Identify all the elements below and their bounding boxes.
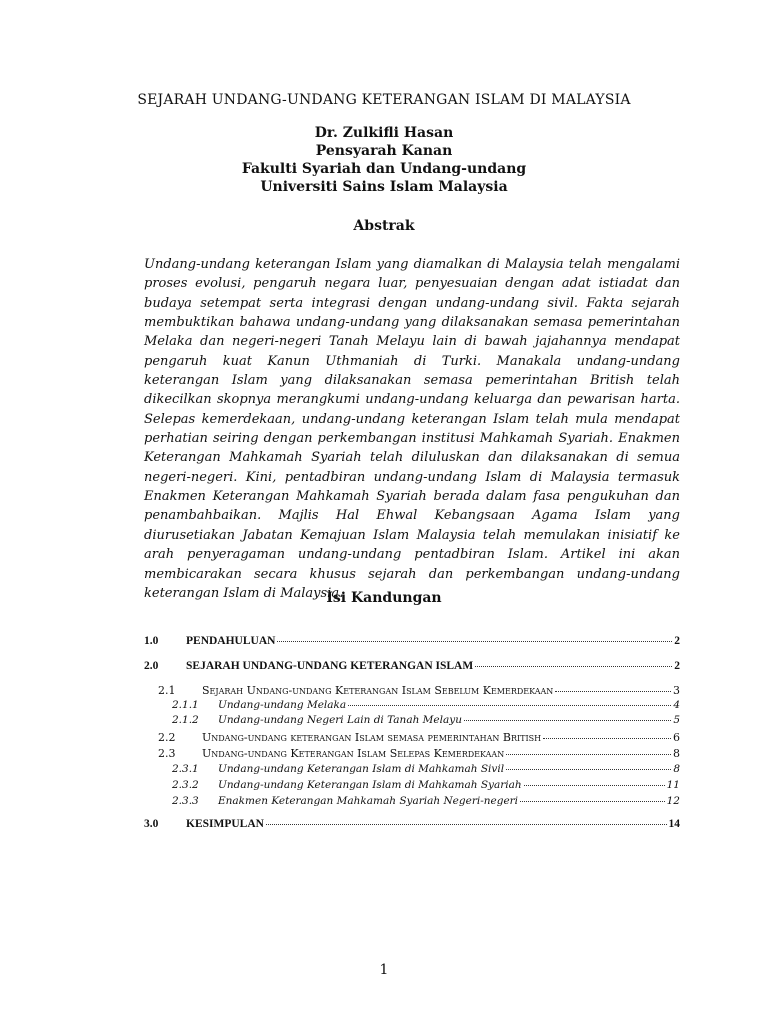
author-block	[0, 124, 768, 196]
toc-heading: Isi Kandungan	[326, 590, 442, 606]
toc-entry-page: 5	[673, 714, 680, 726]
document-title: SEJARAH UNDANG-UNDANG KETERANGAN ISLAM DI MALAYSIA	[137, 92, 631, 108]
abstract-heading: Abstrak	[353, 218, 415, 234]
page-number: 1	[379, 962, 389, 978]
toc-entry-label: Enakmen Keterangan Mahkamah Syariah Negeri-negeri	[218, 795, 519, 807]
toc-entry-label: Undang-undang Keterangan Islam di Mahkamah Sivil	[218, 763, 505, 775]
toc-entry[interactable]	[144, 660, 680, 672]
toc-entry-number: 2.1.2	[172, 714, 199, 726]
author-name: Dr. Zulkifli Hasan	[314, 125, 454, 141]
toc-entry[interactable]	[144, 714, 680, 726]
toc-entry[interactable]	[144, 635, 680, 647]
toc-entry[interactable]	[144, 699, 680, 711]
toc-entry-number: 2.3.2	[172, 779, 199, 791]
toc-entry-number: 2.1	[158, 684, 176, 697]
toc-entry-label: KESIMPULAN	[186, 818, 264, 830]
toc-entry-number: 2.3.1	[172, 763, 199, 775]
toc-entry-label: PENDAHULUAN	[186, 635, 276, 647]
toc-dot-leader	[277, 640, 672, 642]
toc-entry-number: 2.3	[158, 747, 176, 760]
toc-entry-page: 2	[674, 660, 680, 672]
author-university: Universiti Sains Islam Malaysia	[260, 179, 508, 195]
abstract-text: Undang-undang keterangan Islam yang diamalkan di Malaysia telah mengalami proses evolusi, pengaruh negara luar, penyesuaian dengan adat istiadat dan budaya setempat serta integrasi dengan undang-undang sivil. Fakta sejarah membuktikan bahawa undang-undang yang dilaksanakan semasa pemerintahan Melaka dan negeri-negeri Tanah Melayu lain di bawah jajahannya mendapat pengaruh kuat Kanun Uthmaniah di Turki. Manakala undang-undang keterangan Islam yang dilaksanakan semasa pemerintahan British telah dikecilkan skopnya merangkumi undang-undang keluarga dan pewarisan harta. Selepas kemerdekaan, undang-undang keterangan Islam telah mula mendapat perhatian seiring dengan perkembangan institusi Mahkamah Syariah. Enakmen Keterangan Mahkamah Syariah telah diluluskan dan dilaksanakan di semua negeri-negeri. Kini, pentadbiran undang-undang Islam di Malaysia termasuk Enakmen Keterangan Mahkamah Syariah berada dalam fasa pengukuhan dan penambahbaikan. Majlis Hal Ehwal Kebangsaan Agama Islam yang diurusetiakan Jabatan Kemajuan Islam Malaysia telah memulakan inisiatif ke arah penyeragaman undang-undang pentadbiran Islam. Artikel ini akan membicarakan secara khusus sejarah dan perkembangan undang-undang keterangan Islam di Malaysia.	[144, 257, 680, 601]
toc-dot-leader	[524, 784, 665, 786]
toc-entry[interactable]	[144, 818, 680, 830]
author-faculty: Fakulti Syariah dan Undang-undang	[241, 161, 527, 177]
toc-dot-leader	[555, 690, 671, 692]
toc-entry-page: 14	[668, 818, 680, 830]
toc-entry[interactable]	[144, 795, 680, 807]
toc-entry-page: 11	[666, 779, 680, 791]
toc-dot-leader	[506, 753, 671, 755]
toc-entry-page: 4	[673, 699, 680, 711]
toc-entry-page: 3	[673, 684, 680, 697]
toc-dot-leader	[520, 800, 665, 802]
toc-entry-label: Undang-undang Negeri Lain di Tanah Melayu	[218, 714, 462, 726]
toc-dot-leader	[348, 704, 671, 706]
toc-entry-page: 8	[673, 763, 680, 775]
toc-entry[interactable]	[144, 684, 680, 697]
toc-dot-leader	[506, 768, 671, 770]
toc-entry-page: 8	[673, 747, 680, 760]
toc-entry-number: 2.3.3	[172, 795, 199, 807]
toc-dot-leader	[266, 823, 667, 825]
toc-entry[interactable]	[144, 763, 680, 775]
toc-entry-number: 1.0	[144, 635, 159, 647]
toc-entry[interactable]	[144, 779, 680, 791]
toc-entry-page: 6	[673, 731, 680, 744]
toc-entry-label: Undang-undang keterangan Islam semasa pemerintahan British	[202, 731, 542, 744]
toc-entry-label: Undang-undang Melaka	[218, 699, 347, 711]
toc-entry[interactable]	[144, 747, 680, 760]
toc-dot-leader	[543, 737, 671, 739]
toc-entry-label: Undang-undang Keterangan Islam di Mahkamah Syariah	[218, 779, 522, 791]
toc-entry-label: Undang-undang Keterangan Islam Selepas Kemerdekaan	[202, 747, 505, 760]
toc-entry-label: SEJARAH UNDANG-UNDANG KETERANGAN ISLAM	[186, 660, 474, 672]
toc-entry-number: 2.2	[158, 731, 176, 744]
toc-dot-leader	[475, 665, 672, 667]
toc-entry-number: 2.0	[144, 660, 159, 672]
toc-entry-page: 2	[674, 635, 680, 647]
toc-entry-number: 3.0	[144, 818, 159, 830]
toc-dot-leader	[464, 719, 671, 721]
toc-entry-page: 12	[666, 795, 680, 807]
toc-entry-number: 2.1.1	[172, 699, 199, 711]
author-position: Pensyarah Kanan	[315, 143, 453, 159]
toc-entry-label: Sejarah Undang-undang Keterangan Islam Sebelum Kemerdekaan	[202, 684, 554, 697]
toc-entry[interactable]	[144, 731, 680, 744]
